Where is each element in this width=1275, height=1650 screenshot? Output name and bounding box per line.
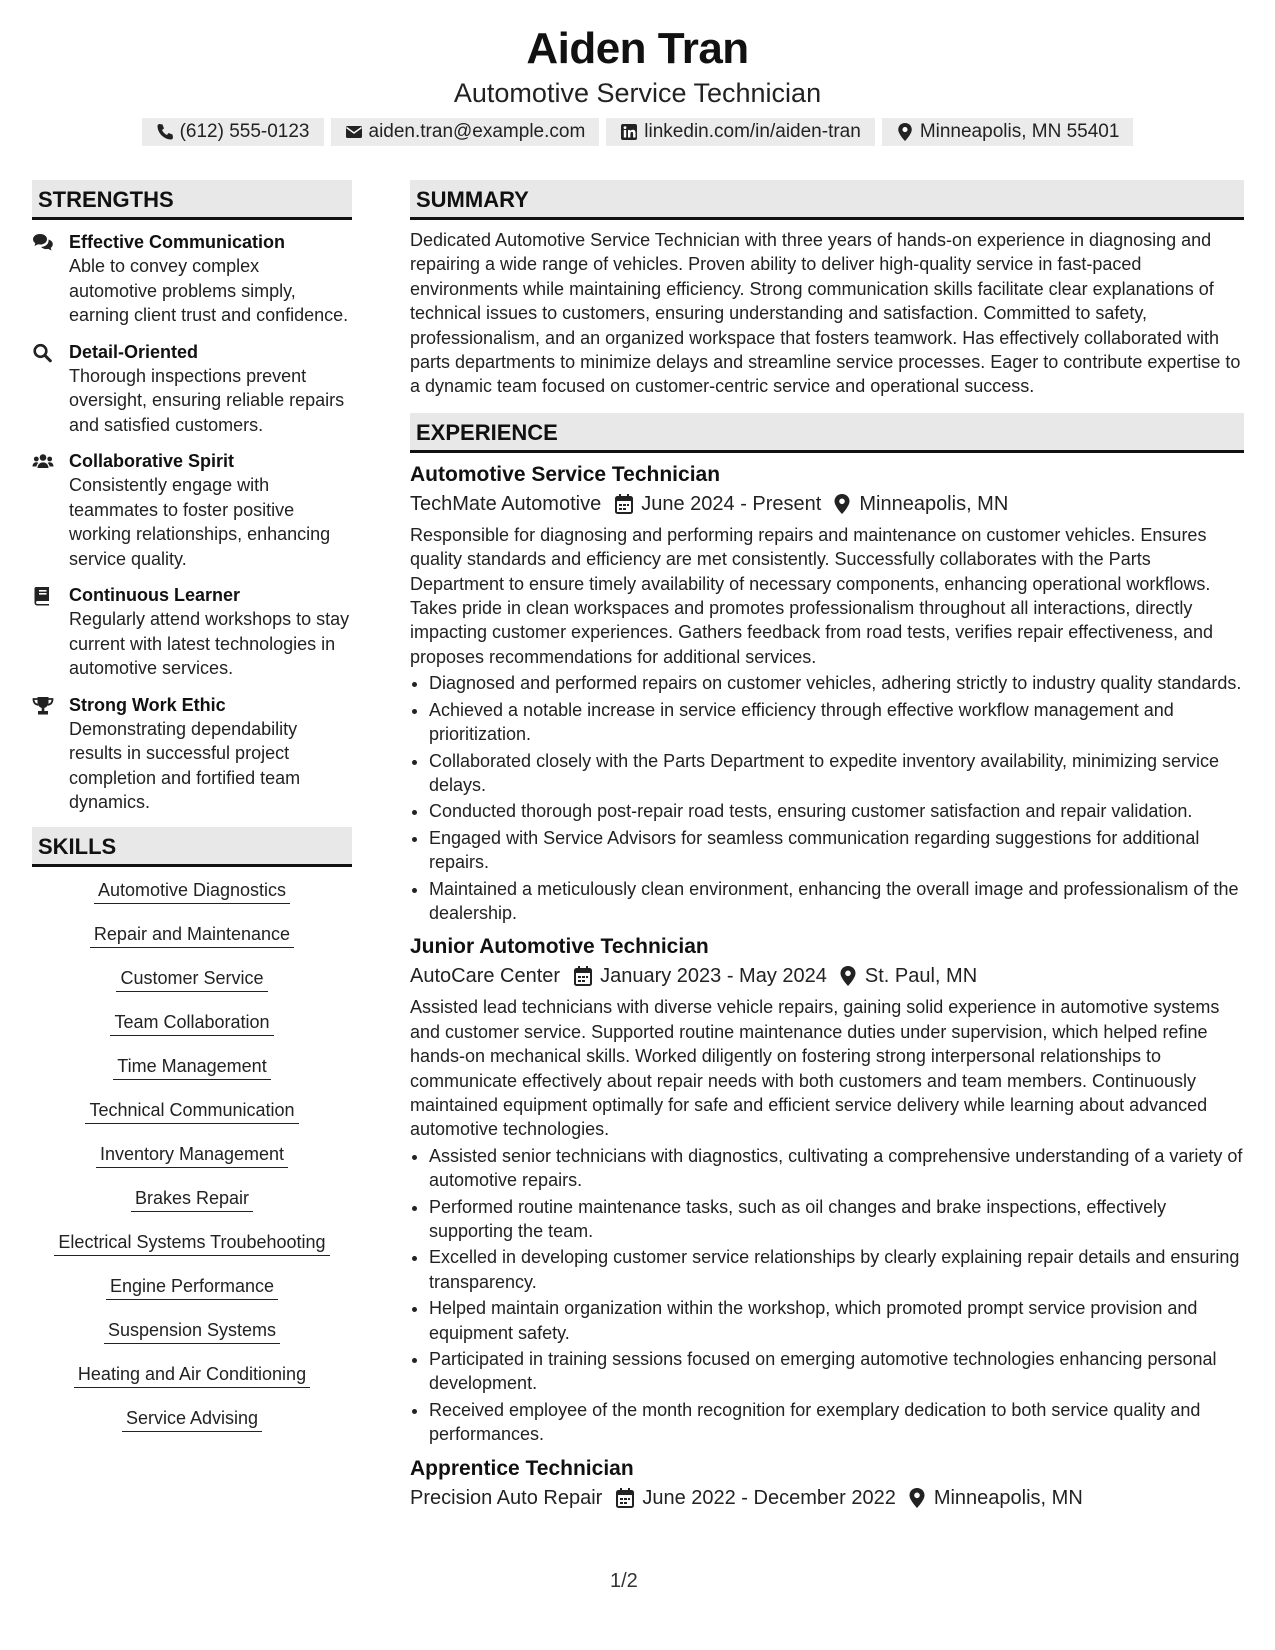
contact-phone-text: (612) 555-0123 bbox=[179, 121, 310, 142]
job-bullet: • Assisted senior technicians with diagnostics, cultivating a comprehensive understanding of a variety of automotive repairs. bbox=[429, 1144, 1244, 1193]
strength-title: Collaborative Spirit bbox=[69, 451, 235, 471]
strengths-heading: STRENGTHS bbox=[32, 180, 352, 220]
left-column bbox=[32, 180, 352, 1450]
skill-item: Engine Performance bbox=[106, 1274, 278, 1300]
job-bullet: • Performed routine maintenance tasks, such as oil changes and brake inspections, effectively supporting the team. bbox=[429, 1195, 1244, 1244]
calendar-icon bbox=[615, 494, 633, 514]
job-bullet: • Collaborated closely with the Parts Department to expedite inventory availability, minimizing service delays. bbox=[429, 749, 1244, 798]
skills-heading: SKILLS bbox=[32, 827, 352, 867]
experience-heading: EXPERIENCE bbox=[410, 413, 1244, 453]
job-dates: January 2023 - May 2024 bbox=[600, 965, 827, 988]
resume-header bbox=[0, 22, 1275, 146]
candidate-title: Automotive Service Technician bbox=[453, 78, 822, 108]
map-pin-icon bbox=[896, 123, 914, 141]
contact-location-text: Minneapolis, MN 55401 bbox=[919, 121, 1120, 142]
job-entry bbox=[410, 933, 1244, 1446]
users-icon bbox=[32, 452, 54, 472]
strength-description: Thorough inspections prevent oversight, ensuring reliable repairs and satisfied customers. bbox=[69, 365, 345, 435]
strength-description: Able to convey complex automotive problems simply, earning client trust and confidence. bbox=[69, 256, 349, 325]
strength-title: Continuous Learner bbox=[69, 585, 241, 605]
job-bullet: • Received employee of the month recognition for exemplary dedication to both service quality and performances. bbox=[429, 1398, 1244, 1447]
right-column bbox=[410, 180, 1244, 1513]
strength-title: Effective Communication bbox=[69, 232, 286, 252]
summary-text: Dedicated Automotive Service Technician with three years of hands-on experience in diagnosing and repairing a wide range of vehicles. Proven ability to deliver high-quality service in fast-paced environments while maintaining efficiency. Strong communication skills facilitate clear explanations of technical issues to customers, ensuring understanding and satisfaction. Committed to safety, professionalism, and an organized workspace that fosters teamwork. Has effectively collaborated with parts departments to minimize delays and streamline service processes. Eager to contribute expertise to a dynamic team focused on customer-centric service and operational success. bbox=[410, 230, 1241, 397]
strength-item bbox=[32, 340, 352, 438]
job-bullet: • Participated in training sessions focused on emerging automotive technologies enhancing personal development. bbox=[429, 1347, 1244, 1396]
job-bullet: • Conducted thorough post-repair road tests, ensuring customer satisfaction and repair validation. bbox=[429, 799, 1244, 823]
job-meta bbox=[410, 1483, 1244, 1513]
job-dates: June 2024 - Present bbox=[641, 492, 822, 515]
job-bullet: • Engaged with Service Advisors for seamless communication regarding suggestions for additional repairs. bbox=[429, 826, 1244, 875]
strength-title: Strong Work Ethic bbox=[69, 694, 226, 715]
skill-item: Repair and Maintenance bbox=[90, 922, 294, 948]
job-company: AutoCare Center bbox=[410, 965, 561, 988]
job-location: Minneapolis, MN bbox=[933, 1486, 1083, 1509]
job-bullets bbox=[410, 1144, 1244, 1447]
strength-item bbox=[32, 449, 352, 571]
job-bullet: • Helped maintain organization within the workshop, which promoted prompt service provision and equipment safety. bbox=[429, 1296, 1244, 1345]
job-entry bbox=[410, 461, 1244, 926]
contact-email-text: aiden.tran@example.com bbox=[368, 121, 586, 142]
skill-item: Technical Communication bbox=[85, 1098, 298, 1124]
strength-description: Regularly attend workshops to stay current with latest technologies in automotive services. bbox=[69, 609, 350, 678]
contact-location bbox=[882, 118, 1134, 146]
strength-description: Demonstrating dependability results in successful project completion and fortified team dynamics. bbox=[69, 718, 301, 812]
job-location: Minneapolis, MN bbox=[859, 492, 1009, 515]
contact-linkedin-text: linkedin.com/in/aiden-tran bbox=[644, 121, 861, 142]
job-bullet: • Excelled in developing customer service relationships by clearly explaining repair details and ensuring transparency. bbox=[429, 1245, 1244, 1294]
chat-bubbles-icon bbox=[32, 233, 54, 253]
job-bullets bbox=[410, 671, 1244, 925]
contact-phone[interactable] bbox=[142, 118, 324, 146]
map-pin-icon bbox=[833, 494, 851, 514]
contact-linkedin[interactable] bbox=[606, 118, 875, 146]
strength-item bbox=[32, 693, 352, 815]
calendar-icon bbox=[574, 966, 592, 986]
skill-item: Automotive Diagnostics bbox=[94, 878, 290, 904]
skill-item: Team Collaboration bbox=[110, 1010, 273, 1036]
skill-item: Heating and Air Conditioning bbox=[74, 1362, 310, 1388]
skill-item: Electrical Systems Troubehooting bbox=[54, 1230, 329, 1256]
skill-item: Customer Service bbox=[116, 966, 267, 992]
job-meta bbox=[410, 489, 1244, 519]
skills-list bbox=[32, 867, 352, 1450]
strength-item bbox=[32, 583, 352, 681]
job-description: Responsible for diagnosing and performing repairs and maintenance on customer vehicles. Ensures quality standards and efficiency are met consistently. Successfully collaborates with the Parts Department to ensure timely availability of necessary components, enhancing operational workflows. Takes pride in clean workspaces and promotes professionalism throughout all interactions, directly impacting customer experiences. Gathers feedback from road tests, verifies repair effectiveness, and proposes recommendations for additional services. bbox=[410, 524, 1214, 667]
job-title: Apprentice Technician bbox=[410, 1456, 634, 1480]
job-meta bbox=[410, 961, 1244, 991]
job-location: St. Paul, MN bbox=[864, 965, 978, 988]
strength-title: Detail-Oriented bbox=[69, 341, 199, 362]
phone-icon bbox=[156, 123, 174, 141]
job-company: Precision Auto Repair bbox=[410, 1486, 603, 1509]
map-pin-icon bbox=[908, 1488, 926, 1508]
skill-item: Service Advising bbox=[122, 1406, 262, 1432]
contact-email[interactable] bbox=[331, 118, 600, 146]
envelope-icon bbox=[345, 123, 363, 141]
trophy-icon bbox=[32, 696, 54, 716]
job-title: Junior Automotive Technician bbox=[410, 935, 709, 959]
job-entry bbox=[410, 1455, 1244, 1513]
candidate-name: Aiden Tran bbox=[526, 24, 749, 73]
job-description: Assisted lead technicians with diverse vehicle repairs, gaining solid experience in automotive systems and customer service. Supported routine maintenance duties under supervision, which helped refine hands-on mechanical skills. Worked diligently on fostering strong interpersonal relationships to communicate effectively about repair needs with both customers and team members. Continuously maintained equipment optimally for safe and efficient service delivery while learning about advanced automotive technologies. bbox=[410, 997, 1220, 1140]
search-icon bbox=[32, 343, 54, 363]
summary-heading: SUMMARY bbox=[410, 180, 1244, 220]
page-number: 1/2 bbox=[610, 1570, 638, 1592]
skill-item: Suspension Systems bbox=[104, 1318, 280, 1344]
linkedin-icon bbox=[620, 123, 638, 141]
strength-description: Consistently engage with teammates to foster positive working relationships, enhancing service quality. bbox=[69, 475, 331, 569]
strengths-list bbox=[32, 220, 352, 815]
calendar-icon bbox=[616, 1488, 634, 1508]
job-bullet: • Achieved a notable increase in service efficiency through effective workflow management and prioritization. bbox=[429, 698, 1244, 747]
job-bullet: • Maintained a meticulously clean environment, enhancing the overall image and professionalism of the dealership. bbox=[429, 877, 1244, 926]
job-company: TechMate Automotive bbox=[410, 492, 602, 515]
job-title: Automotive Service Technician bbox=[410, 462, 721, 486]
strength-item bbox=[32, 230, 352, 328]
contact-bar bbox=[0, 118, 1275, 146]
skill-item: Brakes Repair bbox=[131, 1186, 253, 1212]
skill-item: Time Management bbox=[113, 1054, 270, 1080]
map-pin-icon bbox=[839, 966, 857, 986]
job-bullet: • Diagnosed and performed repairs on customer vehicles, adhering strictly to industry quality standards. bbox=[429, 671, 1244, 695]
skill-item: Inventory Management bbox=[96, 1142, 288, 1168]
book-icon bbox=[32, 586, 54, 606]
job-dates: June 2022 - December 2022 bbox=[642, 1486, 896, 1509]
